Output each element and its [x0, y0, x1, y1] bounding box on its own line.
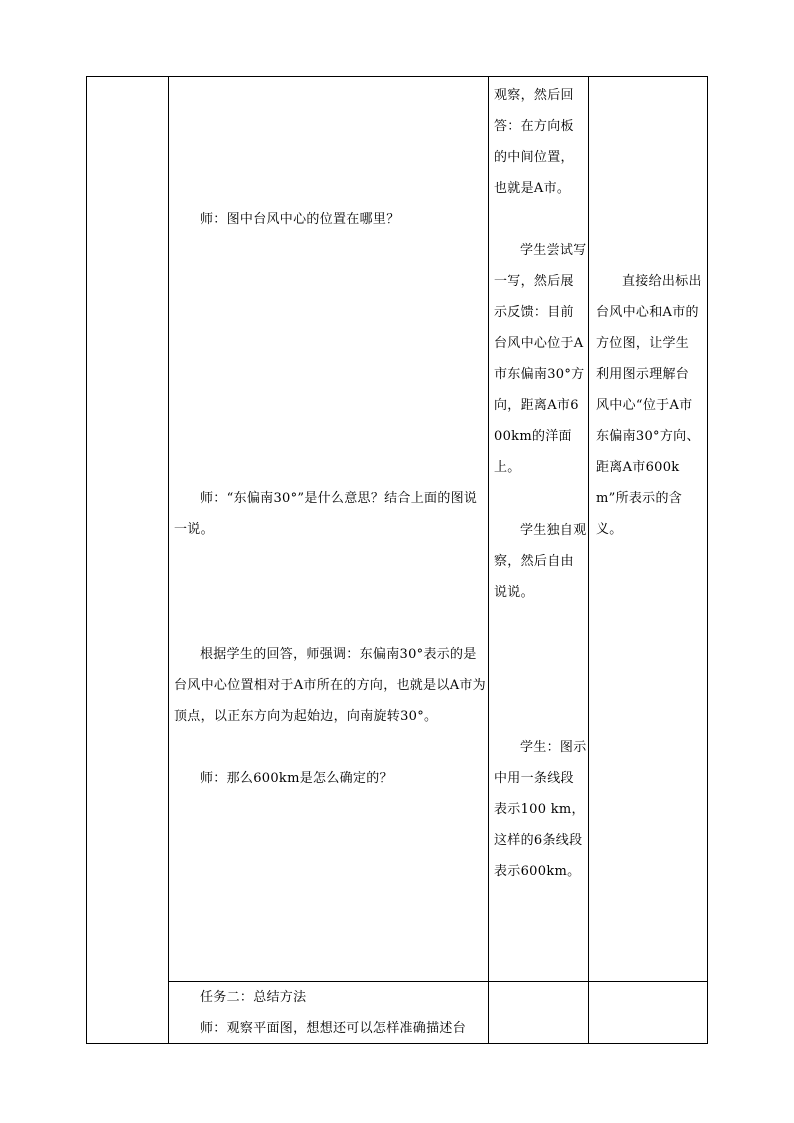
- student-answer-4: [494, 732, 587, 887]
- lesson-plan-table: [86, 76, 708, 1044]
- student-answer-discuss: 学生独自观察，然后自由说说。: [494, 523, 587, 600]
- student-answer-writing: 学生尝试写一写，然后展示反馈：目前台风中心位于A市东偏南30°方向，距离A市600km的洋面上。: [494, 243, 587, 475]
- task-two-cell: [174, 982, 486, 1044]
- teacher-question-2: [174, 483, 486, 545]
- emphasis-paragraph: 根据学生的回答，师强调：东偏南30°表示的是台风中心位置相对于A市所在的方向，也就是以A市为顶点，以正东方向为起始边，向南旋转30°。: [174, 647, 486, 724]
- design-intent-text: 直接给出标出台风中心和A市的方位图，让学生利用图示理解台风中心“位于A市东偏南30°方向、距离A市600km”所表示的含义。: [596, 274, 702, 537]
- student-answer-position: 观察，然后回答：在方向板的中间位置，也就是A市。: [494, 88, 574, 196]
- column-divider-3: [588, 76, 589, 1044]
- student-answer-scale: 学生：图示中用一条线段表示100 km，这样的6条线段表示600km。: [494, 740, 587, 879]
- teacher-question-1: [174, 204, 486, 235]
- teacher-emphasis: [174, 639, 486, 732]
- question-distance: 师：那么600km是怎么确定的？: [200, 771, 393, 786]
- student-answer-2: [494, 235, 587, 483]
- table-left-border: [86, 76, 87, 1044]
- table-top-border: [86, 76, 708, 77]
- teacher-question-3: [174, 763, 486, 794]
- question-typhoon-position: 师：图中台风中心的位置在哪里？: [200, 212, 400, 227]
- table-right-border: [707, 76, 708, 1044]
- column-divider-1: [168, 76, 169, 1044]
- column-divider-2: [488, 76, 489, 1044]
- task-two-question: 师：观察平面图，想想还可以怎样准确描述台: [200, 1021, 467, 1036]
- student-answer-3: [494, 515, 587, 608]
- design-intent-1: [596, 266, 702, 545]
- student-answer-1: [494, 80, 587, 204]
- question-southeast-meaning: 师：“东偏南30°”是什么意思？结合上面的图说一说。: [174, 491, 478, 537]
- task-two-title: 任务二：总结方法: [200, 990, 307, 1005]
